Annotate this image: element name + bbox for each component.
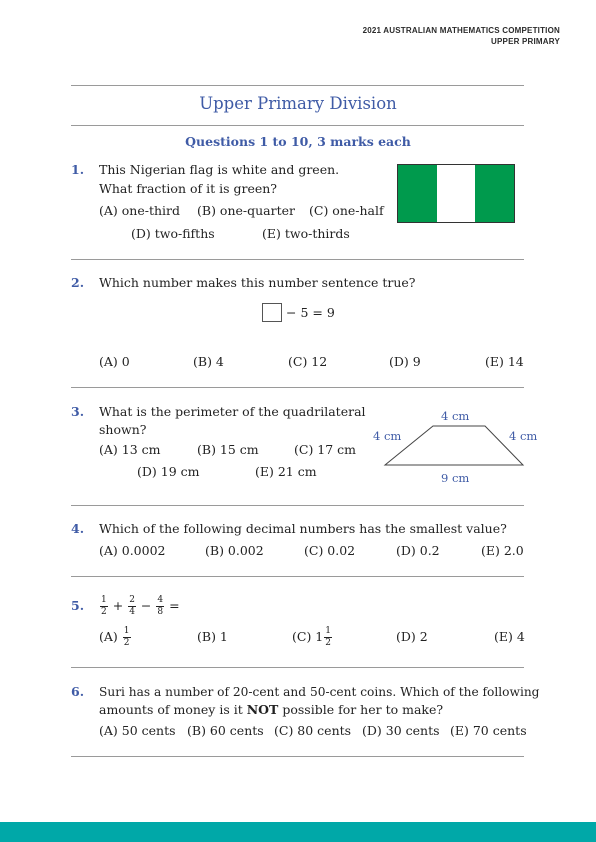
option-d[interactable]: (D) 19 cm bbox=[137, 464, 200, 479]
question-number: 4. bbox=[71, 521, 85, 536]
equals-sign: = bbox=[169, 598, 180, 613]
nigerian-flag bbox=[397, 164, 515, 223]
option-e[interactable]: (E) 21 cm bbox=[255, 464, 317, 479]
option-a[interactable]: (A) 0.0002 bbox=[99, 543, 166, 558]
question-text: Suri has a number of 20-cent and 50-cent coins. Which of the following bbox=[99, 685, 540, 699]
section-title: Questions 1 to 10, 3 marks each bbox=[185, 134, 411, 149]
answer-box bbox=[262, 303, 282, 322]
trapezoid-diagram bbox=[380, 420, 530, 470]
option-a[interactable]: (A) 0 bbox=[99, 354, 130, 369]
question-text: What is the perimeter of the quadrilateral bbox=[99, 404, 366, 419]
option-c[interactable]: (C) 0.02 bbox=[304, 543, 356, 558]
option-a[interactable]: (A) $\frac{1}{2}$ bbox=[99, 626, 130, 648]
option-b[interactable]: (B) 1 bbox=[197, 629, 228, 644]
option-d[interactable]: (D) 0.2 bbox=[396, 543, 440, 558]
question-number: 3. bbox=[71, 404, 85, 419]
divider bbox=[71, 85, 524, 86]
fraction: $\frac{1}{2}$ bbox=[101, 595, 107, 617]
minus-sign: − bbox=[140, 598, 152, 613]
question-text: Which number makes this number sentence true? bbox=[99, 275, 416, 290]
option-b[interactable]: (B) 60 cents bbox=[187, 723, 264, 738]
divider bbox=[71, 756, 524, 757]
divider bbox=[71, 505, 524, 506]
question-number: 5. bbox=[71, 598, 85, 613]
question-text: shown? bbox=[99, 422, 147, 437]
left-side-label: 4 cm bbox=[373, 429, 402, 443]
option-e[interactable]: (E) two-thirds bbox=[262, 226, 350, 241]
fraction: $\frac{2}{4}$ bbox=[129, 595, 135, 617]
emphasis-not: NOT bbox=[246, 702, 279, 717]
fraction: $\frac{4}{8}$ bbox=[157, 595, 164, 617]
top-side-label: 4 cm bbox=[441, 409, 470, 423]
option-a[interactable]: (A) one-third bbox=[99, 203, 180, 218]
question-text: This Nigerian flag is white and green. bbox=[99, 162, 340, 177]
divider bbox=[71, 387, 524, 388]
question-text: Which of the following decimal numbers has the smallest value? bbox=[99, 521, 507, 536]
option-c[interactable]: (C) 12 bbox=[288, 354, 328, 369]
number-sentence: − 5 = 9 bbox=[286, 305, 335, 320]
bottom-side-label: 9 cm bbox=[441, 471, 470, 485]
expression bbox=[99, 595, 180, 617]
question-text: What fraction of it is green? bbox=[99, 181, 278, 196]
plus-sign: + bbox=[112, 598, 124, 613]
option-e[interactable]: (E) 70 cents bbox=[450, 723, 527, 738]
footer-bar bbox=[0, 822, 596, 842]
option-e[interactable]: (E) 14 bbox=[485, 354, 524, 369]
option-c[interactable]: (C) 1 $\frac{1}{2}$ bbox=[292, 626, 331, 648]
divider bbox=[71, 259, 524, 260]
division-title: Upper Primary Division bbox=[199, 94, 397, 113]
option-d[interactable]: (D) 2 bbox=[396, 629, 428, 644]
flag-green-stripe bbox=[398, 165, 437, 222]
option-b[interactable]: (B) 4 bbox=[193, 354, 224, 369]
flag-white-stripe bbox=[437, 165, 476, 222]
option-c[interactable]: (C) 17 cm bbox=[294, 442, 357, 457]
option-e[interactable]: (E) 2.0 bbox=[481, 543, 524, 558]
option-c[interactable]: (C) one-half bbox=[309, 203, 384, 218]
divider bbox=[71, 576, 524, 577]
divider bbox=[71, 667, 524, 668]
right-side-label: 4 cm bbox=[509, 429, 538, 443]
competition-header: 2021 AUSTRALIAN MATHEMATICS COMPETITION bbox=[362, 26, 560, 35]
option-b[interactable]: (B) 15 cm bbox=[197, 442, 259, 457]
option-d[interactable]: (D) 9 bbox=[389, 354, 421, 369]
option-e[interactable]: (E) 4 bbox=[494, 629, 525, 644]
option-a[interactable]: (A) 50 cents bbox=[99, 723, 176, 738]
flag-green-stripe bbox=[475, 165, 514, 222]
divider bbox=[71, 125, 524, 126]
division-header: UPPER PRIMARY bbox=[491, 37, 560, 46]
option-b[interactable]: (B) one-quarter bbox=[197, 203, 295, 218]
option-b[interactable]: (B) 0.002 bbox=[205, 543, 264, 558]
question-number: 6. bbox=[71, 684, 85, 699]
option-c[interactable]: (C) 80 cents bbox=[274, 723, 352, 738]
option-d[interactable]: (D) two-fifths bbox=[131, 226, 215, 241]
option-a[interactable]: (A) 13 cm bbox=[99, 442, 161, 457]
question-number: 2. bbox=[71, 275, 85, 290]
question-text: amounts of money is it NOT possible for her to make? bbox=[99, 702, 444, 717]
question-number: 1. bbox=[71, 162, 85, 177]
option-d[interactable]: (D) 30 cents bbox=[362, 723, 440, 738]
